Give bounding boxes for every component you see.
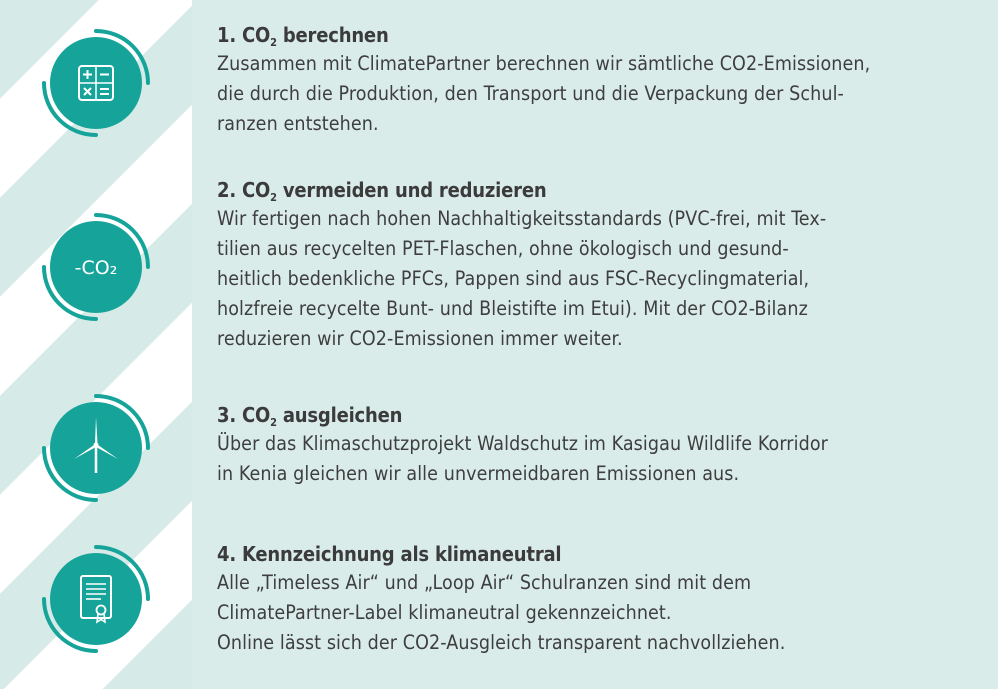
certificate-icon [41, 544, 151, 654]
section-heading: 1. $CO_2$ berechnen [217, 23, 389, 49]
section-heading: 2. $CO_2$ vermeiden und reduzieren [217, 178, 547, 204]
section-calculate [217, 22, 977, 139]
section-heading: 3. $CO_2$ ausgleichen [217, 403, 403, 429]
co2-reduction-icon [41, 212, 151, 322]
wind-turbine-icon [41, 393, 151, 503]
section-offset [217, 402, 977, 489]
section-avoid-reduce [217, 177, 977, 354]
section-body: Zusammen mit ClimatePartner berechnen wir sämtliche CO2-Emissionen, die durch die Produktion, den Transport und die Verpackung der Schul- ranzen entstehen. [217, 52, 871, 135]
section-body: Wir fertigen nach hohen Nachhaltigkeitsstandards (PVC-frei, mit Tex- tilien aus recycelten PET-Flaschen, ohne ökologisch und gesund- heitlich bedenkliche PFCs, Pappen sind aus FSC-Recyclingmaterial, holzfreie recycelte Bunt- und Bleistifte im Etui). Mit der CO2-Bilanz reduzieren wir CO2-Emissionen immer weiter. [217, 207, 827, 350]
co2-icon-label: -CO₂ [74, 257, 118, 279]
calculator-icon [41, 28, 151, 138]
section-label [217, 541, 977, 658]
section-body: Alle „Timeless Air“ und „Loop Air“ Schulranzen sind mit dem ClimatePartner-Label klimaneutral gekennzeichnet. Online lässt sich der CO2-Ausgleich transparent nachvollziehen. [217, 571, 786, 654]
section-body: Über das Klimaschutzprojekt Waldschutz im Kasigau Wildlife Korridor in Kenia gleichen wir alle unvermeidbaren Emissionen aus. [217, 432, 828, 485]
section-heading: 4. Kennzeichnung als klimaneutral [217, 542, 562, 566]
